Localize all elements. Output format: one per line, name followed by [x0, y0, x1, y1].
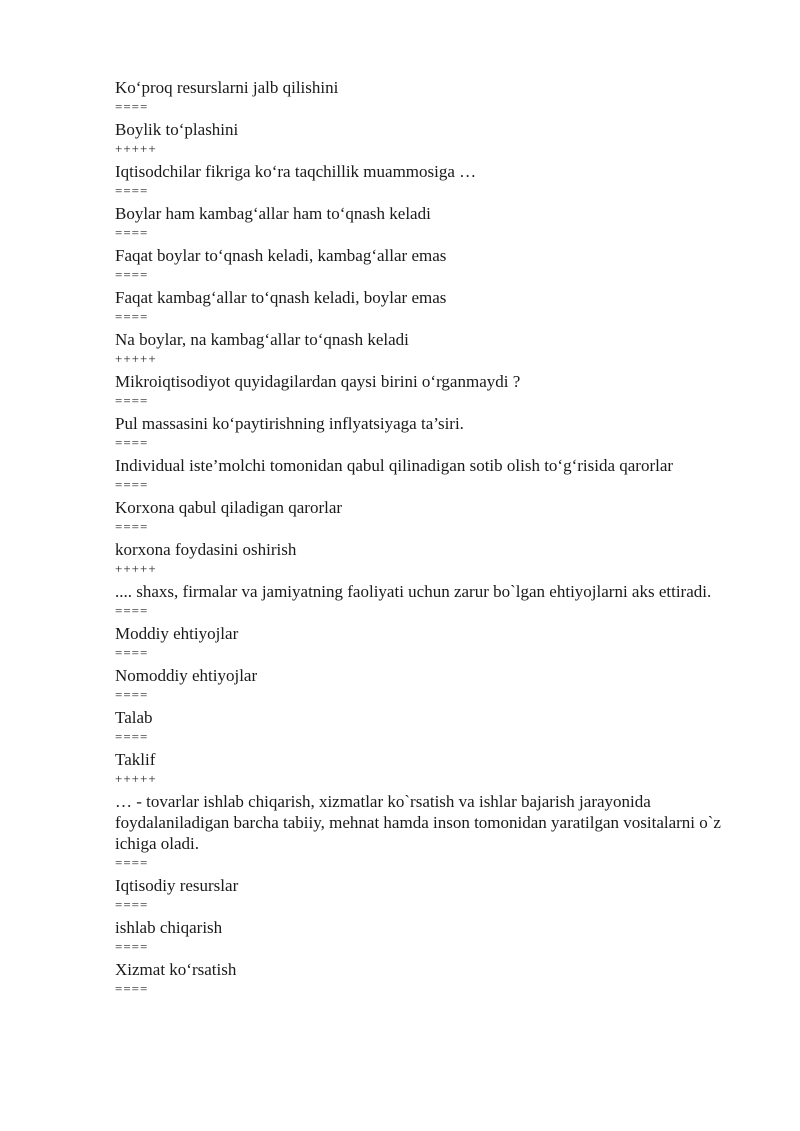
text-line: korxona foydasini oshirish: [115, 540, 297, 559]
question-separator: +++++: [115, 771, 157, 786]
question-separator: +++++: [115, 561, 157, 576]
option-separator: ====: [115, 267, 149, 282]
option-separator: ====: [115, 435, 149, 450]
text-line: Pul massasini ko‘paytirishning inflyatsiyaga ta’siri.: [115, 414, 464, 433]
option-separator: ====: [115, 99, 149, 114]
question-separator: +++++: [115, 141, 157, 156]
text-line: Individual iste’molchi tomonidan qabul qilinadigan sotib olish to‘g‘risida qarorlar: [115, 456, 674, 475]
option-separator: ====: [115, 309, 149, 324]
option-separator: ====: [115, 519, 149, 534]
option-separator: ====: [115, 393, 149, 408]
option-separator: ====: [115, 603, 149, 618]
text-line: Nomoddiy ehtiyojlar: [115, 666, 258, 685]
text-line: … - tovarlar ishlab chiqarish, xizmatlar ko`rsatish va ishlar bajarish jarayonida foydalaniladigan barcha tabiiy, mehnat hamda inson tomonidan yaratilgan vositalarni o`z ichiga oladi.: [115, 792, 721, 853]
text-line: Moddiy ehtiyojlar: [115, 624, 239, 643]
option-separator: ====: [115, 939, 149, 954]
option-separator: ====: [115, 897, 149, 912]
option-separator: ====: [115, 981, 149, 996]
text-line: Faqat boylar to‘qnash keladi, kambag‘allar emas: [115, 246, 447, 265]
text-line: Xizmat ko‘rsatish: [115, 960, 237, 979]
option-separator: ====: [115, 645, 149, 660]
option-separator: ====: [115, 225, 149, 240]
option-separator: ====: [115, 729, 149, 744]
document-page: [115, 77, 740, 1001]
text-line: ishlab chiqarish: [115, 918, 223, 937]
text-line: Boylar ham kambag‘allar ham to‘qnash keladi: [115, 204, 431, 223]
option-separator: ====: [115, 477, 149, 492]
text-line: Iqtisodchilar fikriga ko‘ra taqchillik muammosiga …: [115, 162, 477, 181]
text-line: Iqtisodiy resurslar: [115, 876, 239, 895]
text-line: Talab: [115, 708, 153, 727]
option-separator: ====: [115, 687, 149, 702]
question-separator: +++++: [115, 351, 157, 366]
text-line: Taklif: [115, 750, 156, 769]
text-line: Ko‘proq resurslarni jalb qilishini: [115, 78, 339, 97]
option-separator: ====: [115, 183, 149, 198]
text-line: Faqat kambag‘allar to‘qnash keladi, boylar emas: [115, 288, 447, 307]
option-separator: ====: [115, 855, 149, 870]
text-line: Na boylar, na kambag‘allar to‘qnash keladi: [115, 330, 409, 349]
text-line: Korxona qabul qiladigan qarorlar: [115, 498, 343, 517]
text-line: Boylik to‘plashini: [115, 120, 239, 139]
text-line: .... shaxs, firmalar va jamiyatning faoliyati uchun zarur bo`lgan ehtiyojlarni aks ettiradi.: [115, 582, 712, 601]
text-line: Mikroiqtisodiyot quyidagilardan qaysi birini o‘rganmaydi ?: [115, 372, 521, 391]
